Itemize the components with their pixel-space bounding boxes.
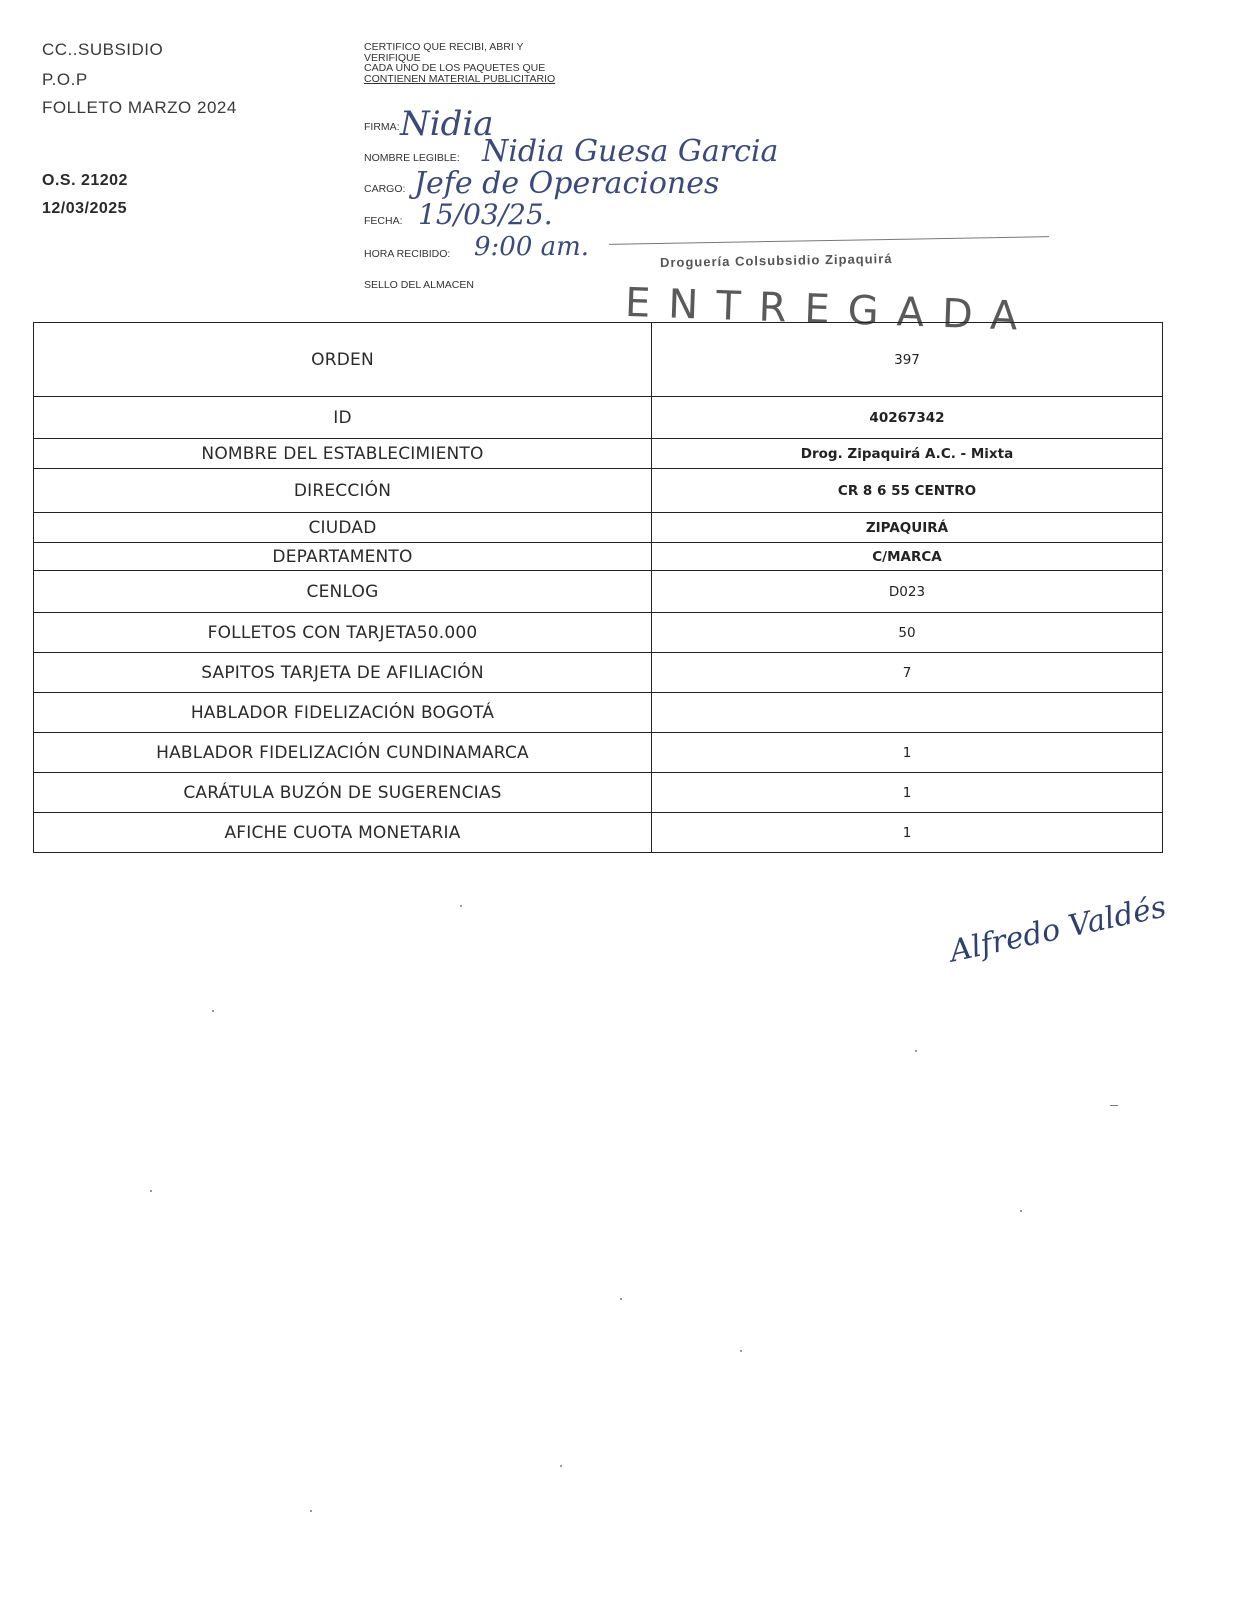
row-value: 1 [652, 813, 1163, 853]
header-line-pop: P.O.P [42, 70, 88, 89]
row-value: Drog. Zipaquirá A.C. - Mixta [652, 439, 1163, 469]
table-row [34, 773, 1163, 813]
row-label: CARÁTULA BUZÓN DE SUGERENCIAS [34, 773, 652, 813]
header-line-folleto: FOLLETO MARZO 2024 [42, 98, 237, 117]
row-label: NOMBRE DEL ESTABLECIMIENTO [34, 439, 652, 469]
hora-label: HORA RECIBIDO: [364, 248, 451, 260]
table-row [34, 439, 1163, 469]
certificate-line-3: CADA UNO DE LOS PAQUETES QUE [364, 62, 546, 74]
row-label: CENLOG [34, 571, 652, 613]
header-date: 12/03/2025 [42, 200, 128, 217]
fecha-label: FECHA: [364, 215, 403, 227]
row-value: 40267342 [652, 397, 1163, 439]
table-row [34, 813, 1163, 853]
row-label: DIRECCIÓN [34, 469, 652, 513]
row-value: 397 [652, 323, 1163, 397]
row-value: ZIPAQUIRÁ [652, 513, 1163, 543]
row-label: ID [34, 397, 652, 439]
table-row [34, 397, 1163, 439]
row-value: 7 [652, 653, 1163, 693]
firma-handwritten: Nidia [400, 104, 494, 144]
row-value: CR 8 6 55 CENTRO [652, 469, 1163, 513]
table-row [34, 543, 1163, 571]
table-row [34, 613, 1163, 653]
table-row [34, 693, 1163, 733]
store-stamp-name: Droguería Colsubsidio Zipaquirá [659, 250, 893, 271]
table-row [34, 571, 1163, 613]
row-value: 1 [652, 733, 1163, 773]
fecha-handwritten: 15/03/25. [418, 198, 553, 231]
bottom-signature: Alfredo Valdés [946, 889, 1170, 970]
row-value: 50 [652, 613, 1163, 653]
firma-label: FIRMA: [364, 121, 400, 133]
row-value: 1 [652, 773, 1163, 813]
order-service-number: O.S. 21202 [42, 172, 128, 189]
row-label: DEPARTAMENTO [34, 543, 652, 571]
certificate-line-4: CONTIENEN MATERIAL PUBLICITARIO [364, 72, 556, 85]
row-label: ORDEN [34, 323, 652, 397]
header-line-subsidio: CC..SUBSIDIO [42, 40, 164, 59]
nombre-label: NOMBRE LEGIBLE: [364, 152, 460, 164]
row-value: C/MARCA [652, 543, 1163, 571]
row-label: CIUDAD [34, 513, 652, 543]
delivery-table [33, 322, 1163, 853]
cargo-label: CARGO: [364, 183, 406, 195]
sello-label: SELLO DEL ALMACEN [364, 279, 474, 291]
table-row [34, 469, 1163, 513]
table-row [34, 323, 1163, 397]
table-row [34, 653, 1163, 693]
table-row [34, 733, 1163, 773]
certificate-line-2: VERIFIQUE [364, 51, 421, 64]
row-label: FOLLETOS CON TARJETA50.000 [34, 613, 652, 653]
row-label: SAPITOS TARJETA DE AFILIACIÓN [34, 653, 652, 693]
cargo-handwritten: Jefe de Operaciones [414, 166, 720, 201]
table-row [34, 513, 1163, 543]
row-label: AFICHE CUOTA MONETARIA [34, 813, 652, 853]
row-value [652, 693, 1163, 733]
row-label: HABLADOR FIDELIZACIÓN CUNDINAMARCA [34, 733, 652, 773]
row-label: HABLADOR FIDELIZACIÓN BOGOTÁ [34, 693, 652, 733]
delivered-stamp: ENTREGADA [624, 279, 1037, 341]
certificate-line-1: CERTIFICO QUE RECIBI, ABRI Y [364, 41, 524, 53]
certificate-text [364, 42, 644, 84]
nombre-handwritten: Nidia Guesa Garcia [482, 134, 779, 169]
row-value: D023 [652, 571, 1163, 613]
hora-handwritten: 9:00 am. [474, 232, 590, 262]
